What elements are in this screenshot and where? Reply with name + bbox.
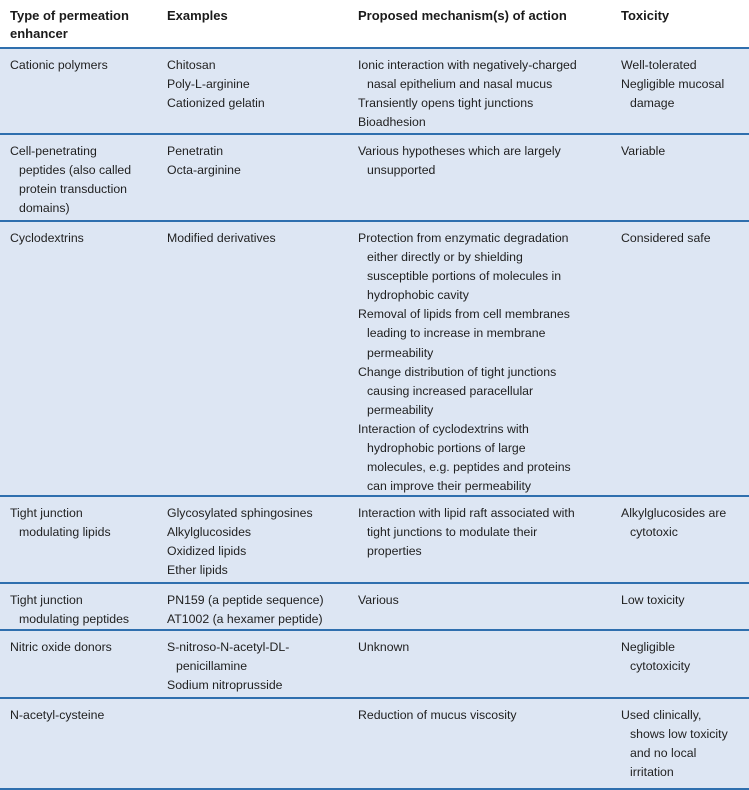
cell-line: Cationic polymers bbox=[10, 58, 108, 72]
cell-line: Removal of lipids from cell membranes bbox=[358, 307, 570, 322]
cell-line: permeability bbox=[367, 345, 434, 360]
header-type bbox=[10, 7, 155, 43]
cell-line: PN159 (a peptide sequence) bbox=[167, 593, 324, 607]
cell-line: hydrophobic cavity bbox=[367, 288, 469, 303]
cell-line: molecules, e.g. peptides and proteins bbox=[367, 460, 571, 475]
cell-line: Negligible mucosal bbox=[621, 77, 725, 92]
header-examples: Examples bbox=[167, 8, 228, 23]
cell-line: either directly or by shielding bbox=[367, 250, 523, 265]
table-header bbox=[0, 0, 749, 47]
type-cell bbox=[10, 591, 155, 629]
cell-line: Interaction with lipid raft associated with bbox=[358, 506, 575, 520]
table-row bbox=[0, 133, 749, 220]
cell-line: peptides (also called bbox=[19, 163, 132, 178]
toxicity-cell bbox=[621, 229, 749, 248]
table-row bbox=[0, 629, 749, 697]
type-cell bbox=[10, 56, 155, 75]
cell-line: properties bbox=[367, 544, 422, 559]
cell-line: leading to increase in membrane bbox=[367, 326, 546, 341]
mechanism-cell bbox=[358, 638, 613, 657]
examples-cell bbox=[167, 229, 352, 248]
cell-line: S-nitroso-N-acetyl-DL- bbox=[167, 640, 290, 654]
examples-cell bbox=[167, 142, 352, 180]
cell-line: Alkylglucosides are bbox=[621, 506, 727, 520]
cell-line: Alkylglucosides bbox=[167, 525, 252, 540]
cell-line: susceptible portions of molecules in bbox=[367, 269, 562, 284]
mechanism-cell bbox=[358, 706, 613, 725]
cell-line: Tight junction bbox=[10, 593, 83, 607]
cell-line: hydrophobic portions of large bbox=[367, 441, 526, 456]
cell-line: Various bbox=[358, 593, 399, 607]
table-row bbox=[0, 47, 749, 133]
cell-line: Ionic interaction with negatively-charged bbox=[358, 58, 577, 72]
cell-line: shows low toxicity bbox=[630, 727, 728, 742]
header-type-line: enhancer bbox=[10, 26, 68, 41]
cell-line: Penetratin bbox=[167, 144, 224, 158]
cell-line: Octa-arginine bbox=[167, 163, 241, 178]
cell-line: Change distribution of tight junctions bbox=[358, 364, 557, 379]
type-cell bbox=[10, 504, 155, 542]
cell-line: Cationized gelatin bbox=[167, 96, 265, 111]
cell-line: cytotoxicity bbox=[630, 659, 691, 674]
cell-line: Chitosan bbox=[167, 58, 216, 72]
cell-line: and no local bbox=[630, 746, 697, 761]
examples-cell bbox=[167, 638, 352, 695]
cell-line: damage bbox=[630, 96, 675, 111]
mechanism-cell bbox=[358, 504, 613, 561]
cell-line: modulating lipids bbox=[19, 525, 111, 540]
examples-cell bbox=[167, 56, 352, 113]
type-cell bbox=[10, 638, 155, 657]
cell-line: unsupported bbox=[367, 163, 436, 178]
cell-line: Interaction of cyclodextrins with bbox=[358, 421, 529, 436]
cell-line: causing increased paracellular bbox=[367, 383, 534, 398]
cell-line: Glycosylated sphingosines bbox=[167, 506, 313, 520]
cell-line: Ether lipids bbox=[167, 563, 228, 578]
cell-line: Cyclodextrins bbox=[10, 231, 84, 245]
cell-line: Poly-L-arginine bbox=[167, 77, 250, 92]
toxicity-cell bbox=[621, 591, 749, 610]
toxicity-cell bbox=[621, 504, 749, 542]
cell-line: Oxidized lipids bbox=[167, 544, 247, 559]
table-row bbox=[0, 495, 749, 582]
mechanism-cell bbox=[358, 229, 613, 496]
examples-cell bbox=[167, 591, 352, 629]
type-cell bbox=[10, 142, 155, 218]
cell-line: AT1002 (a hexamer peptide) bbox=[167, 612, 323, 627]
cell-line: Various hypotheses which are largely bbox=[358, 144, 561, 158]
cell-line: Cell-penetrating bbox=[10, 144, 97, 158]
mechanism-cell bbox=[358, 142, 613, 180]
header-mechanism: Proposed mechanism(s) of action bbox=[358, 8, 567, 23]
examples-cell bbox=[167, 504, 352, 580]
cell-line: Protection from enzymatic degradation bbox=[358, 231, 569, 245]
cell-line: Nitric oxide donors bbox=[10, 640, 112, 654]
cell-line: modulating peptides bbox=[19, 612, 130, 627]
cell-line: N-acetyl-cysteine bbox=[10, 708, 105, 722]
cell-line: can improve their permeability bbox=[367, 479, 532, 494]
type-cell bbox=[10, 706, 155, 725]
type-cell bbox=[10, 229, 155, 248]
cell-line: Variable bbox=[621, 144, 666, 158]
table-row bbox=[0, 697, 749, 790]
header-toxicity: Toxicity bbox=[621, 8, 670, 23]
cell-line: tight junctions to modulate their bbox=[367, 525, 538, 540]
cell-line: Tight junction bbox=[10, 506, 83, 520]
cell-line: domains) bbox=[19, 201, 70, 216]
toxicity-cell bbox=[621, 142, 749, 161]
toxicity-cell bbox=[621, 638, 749, 676]
cell-line: Modified derivatives bbox=[167, 231, 276, 245]
toxicity-cell bbox=[621, 56, 749, 113]
toxicity-cell bbox=[621, 706, 749, 782]
cell-line: irritation bbox=[630, 765, 674, 780]
header-type-line: Type of permeation bbox=[10, 8, 129, 23]
mechanism-cell bbox=[358, 591, 613, 610]
cell-line: Bioadhesion bbox=[358, 115, 426, 130]
cell-line: protein transduction bbox=[19, 182, 128, 197]
mechanism-cell bbox=[358, 56, 613, 132]
cell-line: Reduction of mucus viscosity bbox=[358, 708, 517, 722]
cell-line: penicillamine bbox=[176, 659, 248, 674]
cell-line: Used clinically, bbox=[621, 708, 702, 722]
cell-line: cytotoxic bbox=[630, 525, 678, 540]
cell-line: Negligible bbox=[621, 640, 676, 654]
table-row bbox=[0, 582, 749, 629]
cell-line: nasal epithelium and nasal mucus bbox=[367, 77, 553, 92]
table-row bbox=[0, 220, 749, 495]
cell-line: permeability bbox=[367, 402, 434, 417]
cell-line: Low toxicity bbox=[621, 593, 685, 607]
cell-line: Well-tolerated bbox=[621, 58, 697, 72]
cell-line: Unknown bbox=[358, 640, 410, 654]
cell-line: Considered safe bbox=[621, 231, 711, 245]
cell-line: Sodium nitroprusside bbox=[167, 678, 283, 693]
cell-line: Transiently opens tight junctions bbox=[358, 96, 534, 111]
